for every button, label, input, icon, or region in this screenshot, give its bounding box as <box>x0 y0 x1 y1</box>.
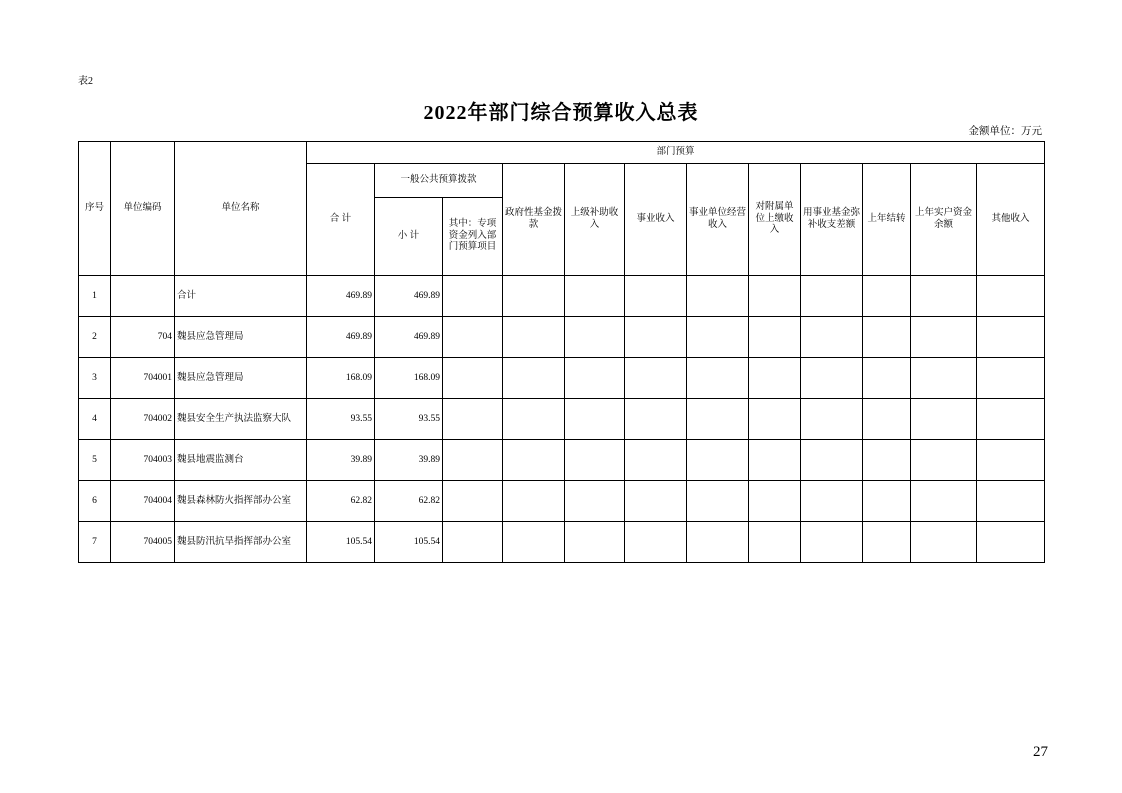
cell-unit-name: 魏县应急管理局 <box>175 317 307 358</box>
cell-unit-code: 704004 <box>111 481 175 522</box>
cell-prev-year-actual-balance <box>911 522 977 563</box>
cell-gov-fund <box>503 358 565 399</box>
col-header-business-income: 事业收入 <box>625 164 687 276</box>
cell-prev-year-carryover <box>863 358 911 399</box>
cell-unit-code: 704002 <box>111 399 175 440</box>
cell-total: 62.82 <box>307 481 375 522</box>
cell-other-income <box>977 399 1045 440</box>
cell-special-fund <box>443 399 503 440</box>
cell-business-unit-operating-income <box>687 317 749 358</box>
cell-business-unit-operating-income <box>687 399 749 440</box>
col-header-special-fund: 其中：专项资金列入部门预算项目 <box>443 198 503 276</box>
amount-unit-note: 金额单位：万元 <box>968 126 1042 137</box>
cell-fund-balance-offset <box>801 276 863 317</box>
cell-special-fund <box>443 358 503 399</box>
table-header-row-group <box>79 142 1045 164</box>
col-header-fund-balance-offset: 用事业基金弥补收支差额 <box>801 164 863 276</box>
cell-unit-code: 704 <box>111 317 175 358</box>
cell-superior-subsidy <box>565 481 625 522</box>
cell-subtotal: 105.54 <box>375 522 443 563</box>
cell-affiliated-unit-income <box>749 276 801 317</box>
cell-affiliated-unit-income <box>749 522 801 563</box>
page-title: 2022年部门综合预算收入总表 <box>423 102 699 124</box>
table-row <box>79 358 1045 399</box>
cell-business-income <box>625 317 687 358</box>
cell-business-income <box>625 522 687 563</box>
cell-prev-year-actual-balance <box>911 440 977 481</box>
cell-business-income <box>625 358 687 399</box>
cell-affiliated-unit-income <box>749 358 801 399</box>
table-row <box>79 317 1045 358</box>
cell-gov-fund <box>503 399 565 440</box>
cell-fund-balance-offset <box>801 317 863 358</box>
cell-seq: 5 <box>79 440 111 481</box>
cell-business-unit-operating-income <box>687 358 749 399</box>
col-header-unit-name: 单位名称 <box>175 142 307 276</box>
cell-business-income <box>625 440 687 481</box>
cell-unit-name: 魏县森林防火指挥部办公室 <box>175 481 307 522</box>
cell-prev-year-carryover <box>863 399 911 440</box>
cell-affiliated-unit-income <box>749 481 801 522</box>
cell-special-fund <box>443 276 503 317</box>
cell-gov-fund <box>503 440 565 481</box>
cell-unit-name: 魏县应急管理局 <box>175 358 307 399</box>
cell-fund-balance-offset <box>801 522 863 563</box>
cell-other-income <box>977 358 1045 399</box>
cell-special-fund <box>443 317 503 358</box>
cell-prev-year-actual-balance <box>911 358 977 399</box>
cell-superior-subsidy <box>565 358 625 399</box>
col-header-general-public-budget-group: 一般公共预算拨款 <box>375 164 503 198</box>
cell-business-unit-operating-income <box>687 522 749 563</box>
cell-prev-year-actual-balance <box>911 317 977 358</box>
cell-other-income <box>977 276 1045 317</box>
cell-unit-name: 魏县地震监测台 <box>175 440 307 481</box>
sheet-label: 表2 <box>78 76 93 87</box>
cell-business-income <box>625 276 687 317</box>
table-row <box>79 522 1045 563</box>
cell-seq: 3 <box>79 358 111 399</box>
cell-seq: 6 <box>79 481 111 522</box>
cell-affiliated-unit-income <box>749 440 801 481</box>
cell-other-income <box>977 317 1045 358</box>
cell-business-income <box>625 399 687 440</box>
table-row <box>79 399 1045 440</box>
col-header-seq: 序号 <box>79 142 111 276</box>
cell-gov-fund <box>503 481 565 522</box>
cell-subtotal: 93.55 <box>375 399 443 440</box>
cell-subtotal: 469.89 <box>375 317 443 358</box>
cell-prev-year-actual-balance <box>911 481 977 522</box>
col-header-department-budget-group: 部门预算 <box>307 142 1045 164</box>
table-row <box>79 481 1045 522</box>
cell-affiliated-unit-income <box>749 399 801 440</box>
cell-special-fund <box>443 440 503 481</box>
cell-unit-code: 704001 <box>111 358 175 399</box>
cell-unit-code: 704005 <box>111 522 175 563</box>
page-number: 27 <box>1033 744 1048 760</box>
col-header-other-income: 其他收入 <box>977 164 1045 276</box>
cell-subtotal: 469.89 <box>375 276 443 317</box>
cell-total: 39.89 <box>307 440 375 481</box>
cell-seq: 4 <box>79 399 111 440</box>
cell-business-unit-operating-income <box>687 440 749 481</box>
cell-prev-year-carryover <box>863 276 911 317</box>
table-row <box>79 276 1045 317</box>
cell-total: 168.09 <box>307 358 375 399</box>
cell-superior-subsidy <box>565 440 625 481</box>
cell-business-income <box>625 481 687 522</box>
cell-fund-balance-offset <box>801 399 863 440</box>
cell-other-income <box>977 440 1045 481</box>
cell-fund-balance-offset <box>801 358 863 399</box>
cell-superior-subsidy <box>565 399 625 440</box>
cell-other-income <box>977 481 1045 522</box>
cell-gov-fund <box>503 522 565 563</box>
cell-special-fund <box>443 522 503 563</box>
cell-fund-balance-offset <box>801 481 863 522</box>
cell-gov-fund <box>503 317 565 358</box>
cell-seq: 2 <box>79 317 111 358</box>
budget-income-table-container <box>78 141 1044 563</box>
cell-seq: 1 <box>79 276 111 317</box>
col-header-affiliated-unit-income: 对附属单位上缴收入 <box>749 164 801 276</box>
cell-subtotal: 39.89 <box>375 440 443 481</box>
cell-special-fund <box>443 481 503 522</box>
cell-prev-year-carryover <box>863 522 911 563</box>
table-row <box>79 440 1045 481</box>
cell-unit-code: 704003 <box>111 440 175 481</box>
cell-subtotal: 62.82 <box>375 481 443 522</box>
cell-prev-year-carryover <box>863 481 911 522</box>
cell-prev-year-carryover <box>863 440 911 481</box>
cell-prev-year-actual-balance <box>911 276 977 317</box>
cell-other-income <box>977 522 1045 563</box>
col-header-gov-fund: 政府性基金拨款 <box>503 164 565 276</box>
cell-unit-name: 魏县防汛抗旱指挥部办公室 <box>175 522 307 563</box>
col-header-prev-year-actual-balance: 上年实户资金余额 <box>911 164 977 276</box>
cell-total: 469.89 <box>307 317 375 358</box>
cell-gov-fund <box>503 276 565 317</box>
cell-seq: 7 <box>79 522 111 563</box>
cell-total: 469.89 <box>307 276 375 317</box>
cell-superior-subsidy <box>565 317 625 358</box>
col-header-subtotal: 小 计 <box>375 198 443 276</box>
cell-superior-subsidy <box>565 276 625 317</box>
cell-unit-name: 魏县安全生产执法监察大队 <box>175 399 307 440</box>
cell-superior-subsidy <box>565 522 625 563</box>
cell-unit-name: 合计 <box>175 276 307 317</box>
cell-prev-year-actual-balance <box>911 399 977 440</box>
col-header-superior-subsidy: 上级补助收入 <box>565 164 625 276</box>
cell-subtotal: 168.09 <box>375 358 443 399</box>
cell-total: 93.55 <box>307 399 375 440</box>
budget-income-table <box>78 141 1045 563</box>
cell-prev-year-carryover <box>863 317 911 358</box>
cell-total: 105.54 <box>307 522 375 563</box>
col-header-total: 合 计 <box>307 164 375 276</box>
cell-business-unit-operating-income <box>687 276 749 317</box>
cell-unit-code <box>111 276 175 317</box>
cell-affiliated-unit-income <box>749 317 801 358</box>
col-header-unit-code: 单位编码 <box>111 142 175 276</box>
cell-fund-balance-offset <box>801 440 863 481</box>
col-header-business-unit-operating-income: 事业单位经营收入 <box>687 164 749 276</box>
col-header-prev-year-carryover: 上年结转 <box>863 164 911 276</box>
cell-business-unit-operating-income <box>687 481 749 522</box>
